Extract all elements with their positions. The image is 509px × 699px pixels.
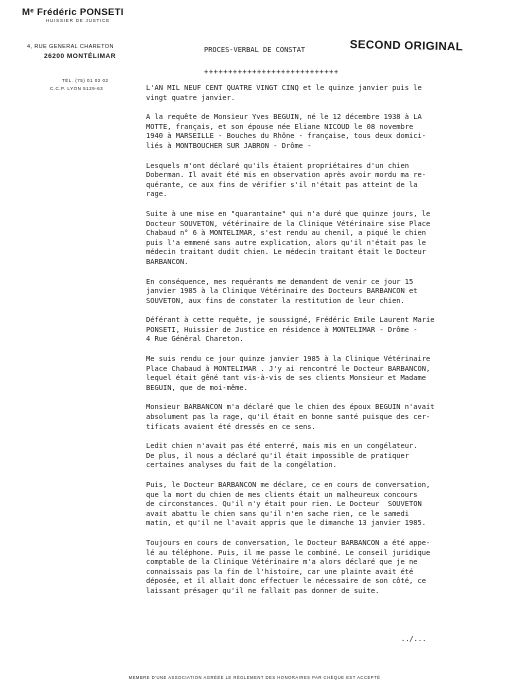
paragraph-line: vingt quatre janvier. <box>146 92 236 102</box>
telephone: TÉL. (75) 01 02 02 <box>62 78 109 83</box>
continuation-mark: ../... <box>401 635 427 643</box>
body-paragraph <box>146 209 498 267</box>
body-paragraph <box>146 112 498 150</box>
paragraph-line: PONSETI, Huissier de Justice en résidence à MONTELIMAR - Drôme - <box>146 324 418 334</box>
paragraph-line: Me suis rendu ce jour quinze janvier 1985 à la Clinique Vétérinaire <box>146 354 431 364</box>
paragraph-line: lequel était gêné tant vis-à-vis de ses clients Monsieur et Madame <box>146 373 427 383</box>
postal-account: C.C.P. LYON 5129-63 <box>50 86 104 91</box>
title-separator: ++++++++++++++++++++++++++++ <box>204 68 339 76</box>
paragraph-line: déposée, et il allait donc effectuer le nécessaire de son côté, ce <box>146 576 427 586</box>
paragraph-line: Toujours en cours de conversation, le Docteur BARBANCON a été appe- <box>146 537 431 547</box>
second-original-stamp: SECOND ORIGINAL <box>349 39 464 54</box>
body-paragraph <box>146 277 498 306</box>
paragraph-line: BARBANCON. <box>146 256 189 266</box>
paragraph-line: puis l'a emmené sans autre explication, alors qu'il n'était pas le <box>146 237 427 247</box>
paragraph-line: Docteur SOUVETON, vétérinaire de la Clinique Vétérinaire sise Place <box>146 218 431 228</box>
address-street: 4, RUE GENERAL CHARETON <box>27 44 114 50</box>
document-title: PROCES-VERBAL DE CONSTAT <box>204 46 306 54</box>
document-body <box>146 83 498 606</box>
paragraph-line: connaissais pas la fin de l'histoire, car une plainte avait été <box>146 566 414 576</box>
paragraph-line: SOUVETON, aux fins de constater la restitution de leur chien. <box>146 295 405 305</box>
body-paragraph <box>146 538 498 596</box>
body-paragraph <box>146 315 498 344</box>
paragraph-line: Lesquels m'ont déclaré qu'ils étaient propriétaires d'un chien <box>146 160 410 170</box>
paragraph-line: lé au téléphone. Puis, il me passe le combiné. Le conseil juridique <box>146 547 431 557</box>
paragraph-line: avait abattu le chien sans qu'il n'en sache rien, ce le samedi <box>146 508 410 518</box>
body-paragraph <box>146 441 498 470</box>
paragraph-line: médecin traitant dudit chien. Le médecin traitant était le Docteur <box>146 247 427 257</box>
paragraph-line: tificats avaient été dressés en ce sens. <box>146 421 316 431</box>
paragraph-line: rage. <box>146 189 168 199</box>
paragraph-line: Déférant à cette requête, je soussigné, Frédéric Emile Laurent Marie <box>146 315 435 325</box>
paragraph-line: Monsieur BARBANCON m'a déclaré que le chien des époux BEGUIN n'avait <box>146 402 435 412</box>
paragraph-line: Suite à une mise en "quarantaine" qui n'a duré que quinze jours, le <box>146 208 431 218</box>
paragraph-line: que la mort du chien de mes clients était un malheureux concours <box>146 489 418 499</box>
body-paragraph <box>146 161 498 199</box>
paragraph-line: En conséquence, mes requérants me demandent de venir ce jour 15 <box>146 276 414 286</box>
paragraph-line: certaines analyses du fait de la congélation. <box>146 460 337 470</box>
paragraph-line: liés à MONTBOUCHER SUR JABRON - Drôme - <box>146 140 312 150</box>
address-city: 26200 MONTÉLIMAR <box>44 53 116 60</box>
paragraph-line: absolument pas la rage, qu'il était en bonne santé puisque des cer- <box>146 412 431 422</box>
paragraph-line: janvier 1985 à la Clinique Vétérinaire des Docteurs BARBANCON et <box>146 286 418 296</box>
paragraph-line: 4 Rue Général Chareton. <box>146 334 244 344</box>
paragraph-line: Ledit chien n'avait pas été enterré, mais mis en un congélateur. <box>146 441 418 451</box>
paragraph-line: BEGUIN, que de moi-même. <box>146 382 248 392</box>
bailiff-role: HUISSIER DE JUSTICE <box>46 18 110 23</box>
paragraph-line: MOTTE, français, et son épouse née Eliane NICOUD le 08 novembre <box>146 121 414 131</box>
paragraph-line: Place Chabaud à MONTELIMAR . J'y ai rencontré le Docteur BARBANCON, <box>146 363 431 373</box>
paragraph-line: matin, et qu'il ne l'avait appris que le dimanche 13 janvier 1985. <box>146 518 427 528</box>
paragraph-line: L'AN MIL NEUF CENT QUATRE VINGT CINQ et le quinze janvier puis le <box>146 83 422 92</box>
body-paragraph <box>146 480 498 528</box>
bailiff-name: Mᵉ Frédéric PONSETI <box>22 7 124 18</box>
paragraph-line: De plus, il nous a déclaré qu'il était impossible de pratiquer <box>146 450 410 460</box>
body-paragraph <box>146 354 498 392</box>
paragraph-line: Puis, le Docteur BARBANCON me déclare, ce en cours de conversation, <box>146 480 431 489</box>
page-footer: MEMBRE D'UNE ASSOCIATION AGRÉÉE LE RÈGLEMENT DES HONORAIRES PAR CHÈQUE EST ACCEPTÉ <box>128 675 381 680</box>
paragraph-line: quérante, ce aux fins de vérifier s'il n'était pas atteint de la <box>146 179 418 189</box>
paragraph-line: 1940 à MARSEILLE - Bouches du Rhône - française, tous deux domici- <box>146 131 427 141</box>
paragraph-line: comptable de la Clinique Vétérinaire m'a alors déclaré que je ne <box>146 557 418 567</box>
paragraph-line: A la requête de Monsieur Yves BEGUIN, né le 12 décembre 1938 à LA <box>146 112 422 122</box>
paragraph-line: laissant présager qu'il ne fallait pas donner de suite. <box>146 585 380 595</box>
paragraph-line: de circonstances. Qu'il n'y était pour rien. Le Docteur SOUVETON <box>146 499 422 509</box>
body-paragraph <box>146 402 498 431</box>
paragraph-line: Doberman. Il avait été mis en observation après avoir mordu ma re- <box>146 170 427 180</box>
body-paragraph <box>146 83 498 102</box>
paragraph-line: Chabaud n° 6 à MONTELIMAR, s'est rendu au chenil, a piqué le chien <box>146 228 427 238</box>
